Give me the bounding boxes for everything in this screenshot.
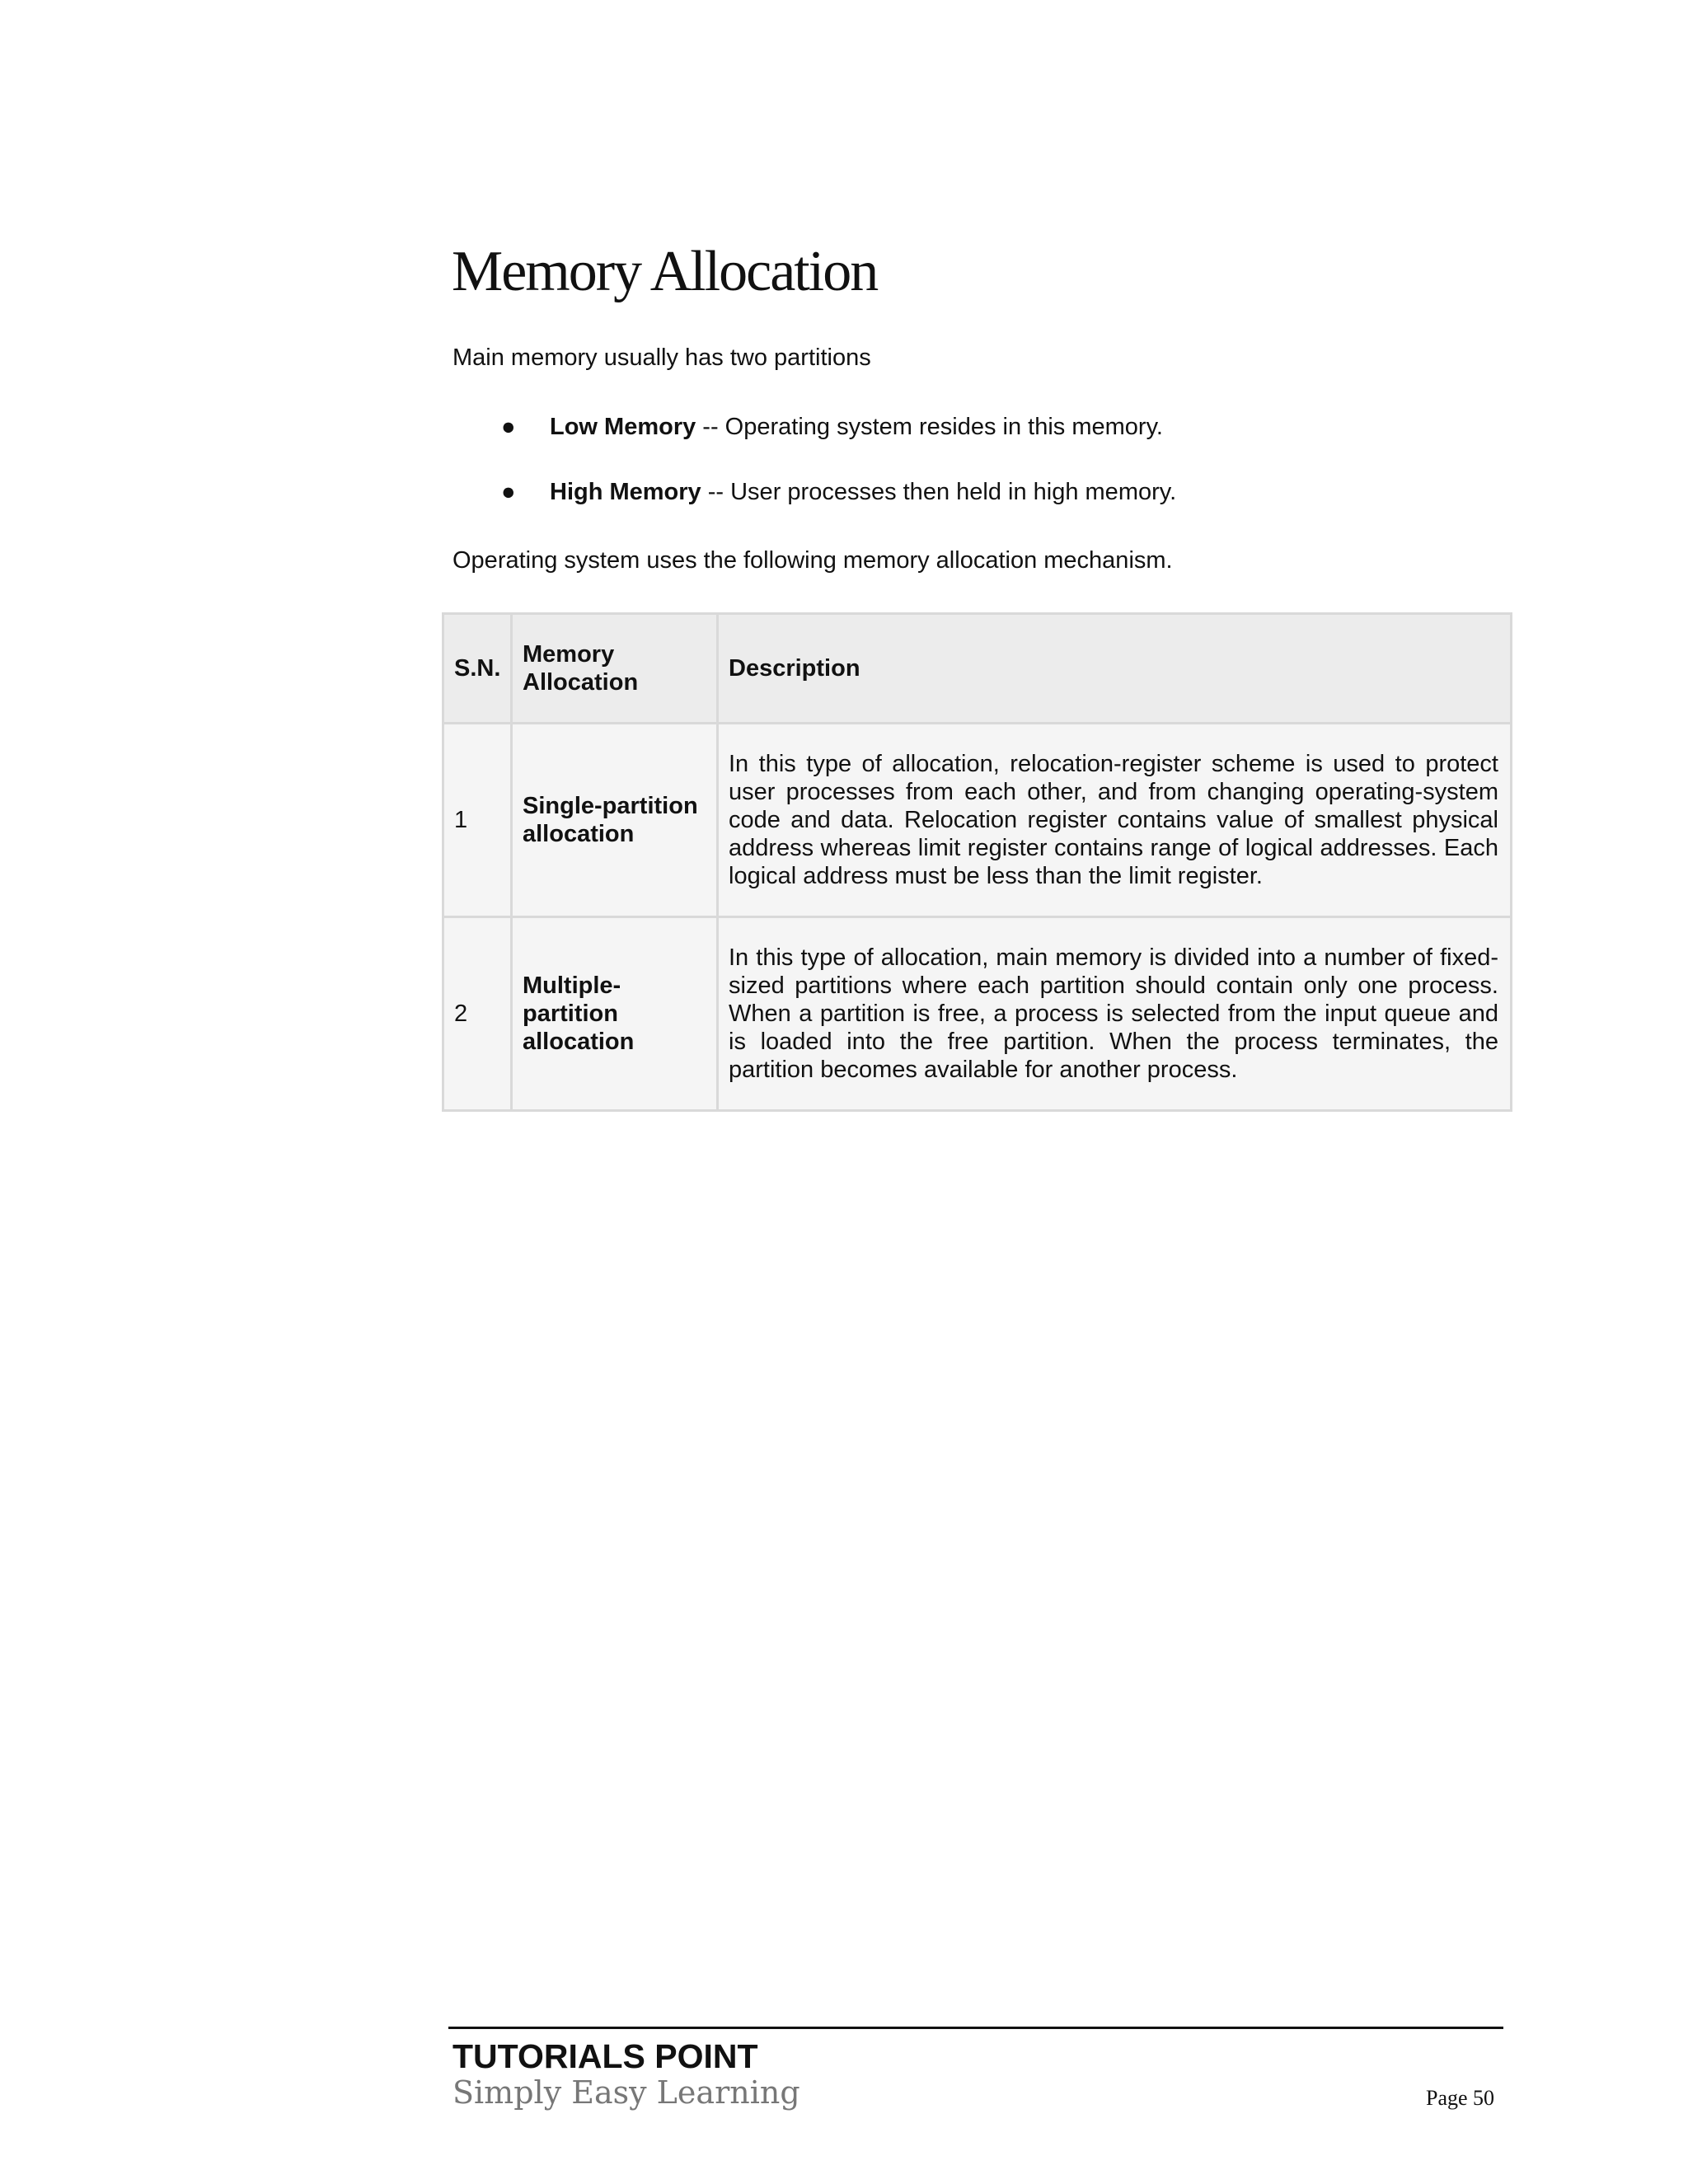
- table-header-row: [443, 614, 1512, 724]
- cell-description: In this type of allocation, main memory is divided into a number of fixed-sized partitions where each partition should contain only one process. When a partition is free, a process is selected from the input queue and is loaded into the free partition. When the process terminates, the partition becomes available for another process.: [718, 917, 1512, 1111]
- cell-allocation-name: Multiple-partition allocation: [512, 917, 718, 1111]
- bullet-icon: ●: [501, 414, 516, 440]
- footer-tagline: Simply Easy Learning: [452, 2074, 800, 2111]
- bullet-text: -- Operating system resides in this memory.: [696, 414, 1163, 440]
- bullet-text: -- User processes then held in high memory.: [701, 479, 1177, 505]
- header-sn: S.N.: [443, 614, 512, 724]
- cell-sn: 2: [443, 917, 512, 1111]
- footer-divider: [448, 2027, 1503, 2029]
- partition-list: [452, 412, 1176, 542]
- page-title: Memory Allocation: [452, 240, 878, 303]
- bullet-term: Low Memory: [550, 414, 696, 440]
- cell-allocation-name: Single-partition allocation: [512, 724, 718, 917]
- cell-description: In this type of allocation, relocation-register scheme is used to protect user processes from each other, and from changing operating-system code and data. Relocation register contains value of smallest physical address whereas limit register contains range of logical addresses. Each logical address must be less than the limit register.: [718, 724, 1512, 917]
- header-memory-allocation: Memory Allocation: [512, 614, 718, 724]
- table-row: [443, 724, 1512, 917]
- page-number: Page 50: [1426, 2086, 1495, 2110]
- footer-brand: TUTORIALS POINT: [452, 2037, 758, 2075]
- list-item: [452, 477, 1176, 507]
- list-item: [452, 412, 1176, 442]
- intro-paragraph: Main memory usually has two partitions: [452, 344, 871, 371]
- bullet-term: High Memory: [550, 479, 701, 505]
- outro-paragraph: Operating system uses the following memory allocation mechanism.: [452, 547, 1173, 574]
- bullet-icon: ●: [501, 479, 516, 505]
- header-description: Description: [718, 614, 1512, 724]
- memory-allocation-table: [442, 612, 1512, 1112]
- table-row: [443, 917, 1512, 1111]
- cell-sn: 1: [443, 724, 512, 917]
